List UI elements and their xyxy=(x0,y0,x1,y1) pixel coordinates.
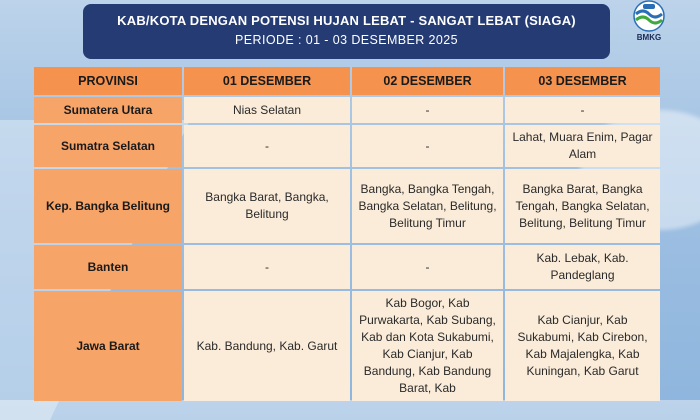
data-table xyxy=(34,67,660,407)
province-cell: Sumatra Selatan xyxy=(34,125,182,167)
table-cell: Kab. Lebak, Kab. Pandeglang xyxy=(505,245,660,289)
table-cell: Nias Selatan xyxy=(184,97,350,123)
page-title: KAB/KOTA DENGAN POTENSI HUJAN LEBAT - SANGAT LEBAT (SIAGA) xyxy=(117,13,576,28)
table-cell: - xyxy=(505,97,660,123)
table-cell: Kab Cianjur, Kab Sukabumi, Kab Cirebon, Kab Majalengka, Kab Kuningan, Kab Garut xyxy=(505,291,660,401)
logo-label: BMKG xyxy=(636,33,662,42)
page-header xyxy=(83,4,610,59)
province-cell: Banten xyxy=(34,245,182,289)
province-cell: Kep. Bangka Belitung xyxy=(34,169,182,243)
column-header-day1: 01 DESEMBER xyxy=(184,67,350,95)
period-label: PERIODE : 01 - 03 DESEMBER 2025 xyxy=(235,33,458,47)
province-cell: Jawa Barat xyxy=(34,291,182,401)
table-cell: Lahat, Muara Enim, Pagar Alam xyxy=(505,125,660,167)
table-cell: Bangka Barat, Bangka Tengah, Bangka Selatan, Belitung, Belitung Timur xyxy=(505,169,660,243)
table-cell: - xyxy=(184,125,350,167)
province-cell: Sumatera Utara xyxy=(34,97,182,123)
table-cell: - xyxy=(352,97,503,123)
table-cell: - xyxy=(184,245,350,289)
column-header-province: PROVINSI xyxy=(34,67,182,95)
table-cell: Kab Bogor, Kab Purwakarta, Kab Subang, Kab dan Kota Sukabumi, Kab Cianjur, Kab Bandung, Kab Bandung Barat, Kab xyxy=(352,291,503,401)
column-header-day2: 02 DESEMBER xyxy=(352,67,503,95)
column-header-day3: 03 DESEMBER xyxy=(505,67,660,95)
table-cell: Kab. Bandung, Kab. Garut xyxy=(184,291,350,401)
table-cell: Bangka Barat, Bangka, Belitung xyxy=(184,169,350,243)
table-cell: - xyxy=(352,245,503,289)
table-cell: - xyxy=(352,125,503,167)
table-cell: Bangka, Bangka Tengah, Bangka Selatan, Belitung, Belitung Timur xyxy=(352,169,503,243)
